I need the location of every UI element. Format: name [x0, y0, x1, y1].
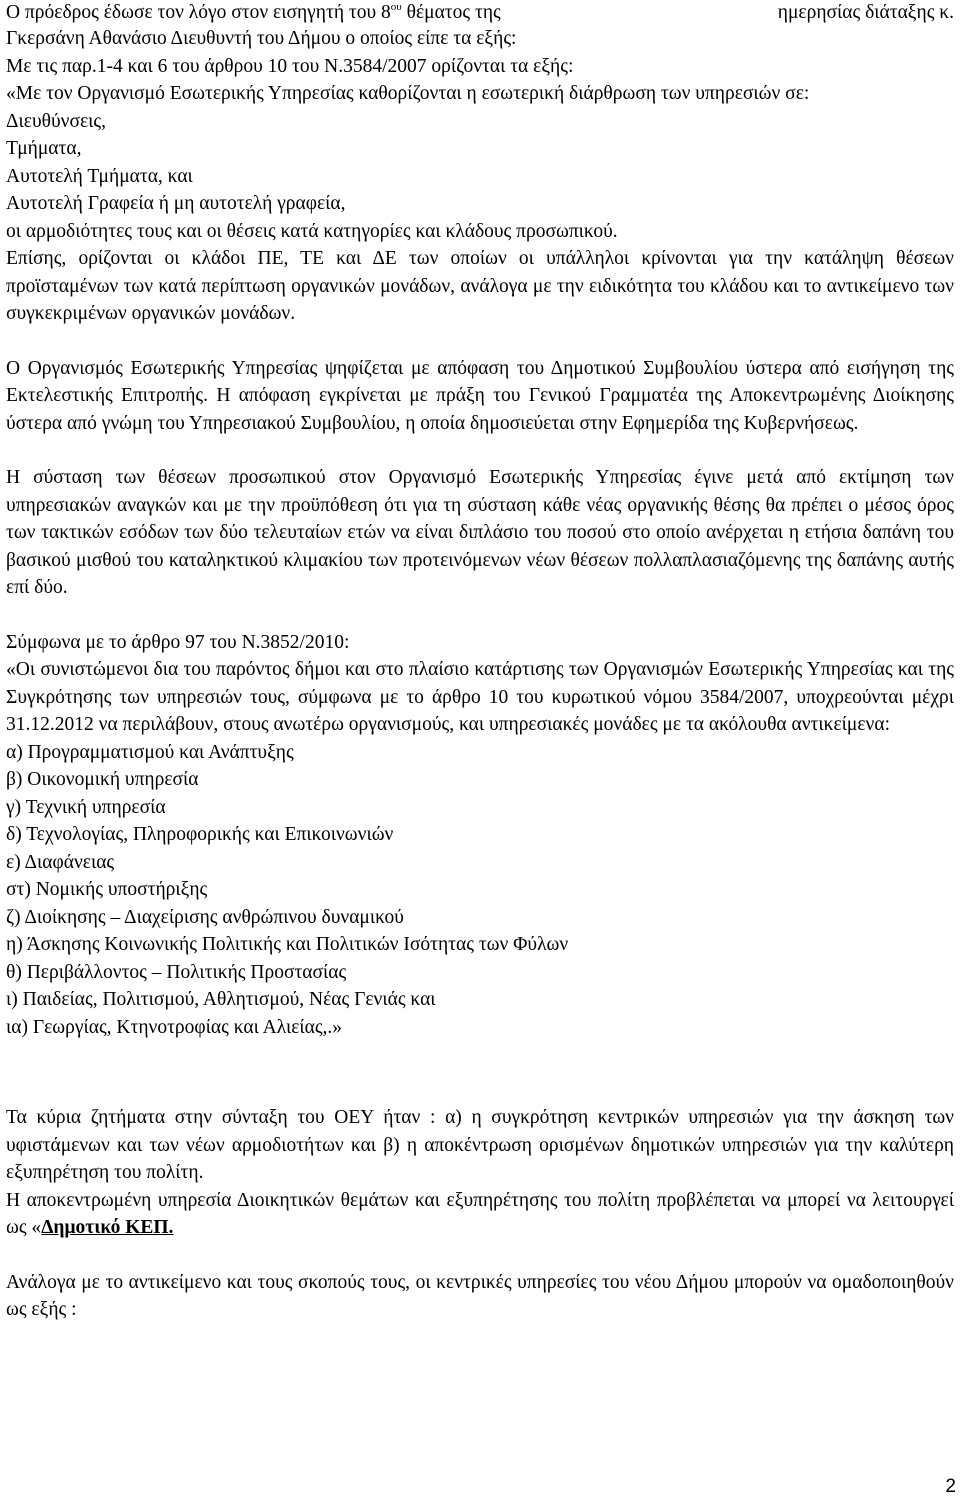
unit-object-item: ια) Γεωργίας, Κτηνοτροφίας και Αλιείας,.» — [6, 1016, 343, 1038]
unit-object-item: γ) Τεχνική υπηρεσία — [6, 796, 166, 818]
unit-object-item: δ) Τεχνολογίας, Πληροφορικής και Επικοινωνιών — [6, 824, 394, 845]
article-97-body: «Οι συνιστώμενοι δια του παρόντος δήμοι και στο πλαίσιο κατάρτισης των Οργανισμών Εσωτερικής Υπηρεσίας και της Συγκρότησης των υπηρεσιών τους, σύμφωνα με το άρθρο 10 του κυρωτικού νόμου 3584/2007, υποχρεούνται μέχρι 31.12.2012 να περιλάβουν, στους ανωτέρω οργανισμούς, και υπηρεσιακές μονάδες με τα ακόλουθα αντικείμενα: — [6, 659, 954, 735]
unit-object-item: ζ) Διοίκησης – Διαχείρισης ανθρώπινου δυναμικού — [6, 906, 404, 928]
main-issues-paragraph: Τα κύρια ζητήματα στην σύνταξη του ΟΕΥ ήταν : α) η συγκρότηση κεντρικών υπηρεσιών για την άσκηση των υφιστάμενων και των νέων αρμοδιοτήτων και β) η αποκέντρωση ορισμένων δημοτικών υπηρεσιών για την καλύτερη εξυπηρέτηση του πολίτη. — [6, 1107, 954, 1183]
unit-item: Διευθύνσεις, — [6, 110, 106, 132]
unit-object-item: ε) Διαφάνειας — [6, 851, 115, 873]
unit-object-item: α) Προγραμματισμού και Ανάπτυξης — [6, 741, 294, 763]
unit-item: Τμήματα, — [6, 138, 82, 159]
unit-object-item: στ) Νομικής υποστήριξης — [6, 879, 208, 900]
branches-paragraph: Επίσης, ορίζονται οι κλάδοι ΠΕ, ΤΕ και ΔΕ των οποίων οι υπάλληλοι κρίνονται για την κατάληψη θέσεων προϊσταμένων των κατά περίπτωση οργανικών μονάδων, ανάλογα με την ειδικότητα του κλάδου και το αντικείμενο των συγκεκριμένων οργανικών μονάδων. — [6, 248, 954, 324]
approval-paragraph: Ο Οργανισμός Εσωτερικής Υπηρεσίας ψηφίζεται με απόφαση του Δημοτικού Συμβουλίου ύστερα από εισήγηση της Εκτελεστικής Επιτροπής. Η απόφαση εγκρίνεται με πράξη του Γενικού Γραμματέα της Αποκεντρωμένης Διοίκησης ύστερα από γνώμη του Υπηρεσιακού Συμβουλίου, η οποία δημοσιεύεται στην Εφημερίδα της Κυβερνήσεως. — [6, 357, 954, 434]
intro-line-2: Γκερσάνη Αθανάσιο Διευθυντή του Δήμου ο οποίος είπε τα εξής: — [6, 28, 517, 49]
document-page — [6, 0, 954, 1324]
unit-item: Αυτοτελή Τμήματα, και — [6, 165, 193, 187]
unit-item: οι αρμοδιότητες τους και οι θέσεις κατά κατηγορίες και κλάδους προσωπικού. — [6, 220, 618, 242]
positions-paragraph: Η σύσταση των θέσεων προσωπικού στον Οργανισμό Εσωτερικής Υπηρεσίας έγινε μετά από εκτίμηση των υπηρεσιακών αναγκών και με την προϋπόθεση ότι για τη σύσταση κάθε νέας οργανικής θέσης θα πρέπει ο μέσος όρος των τακτικών εσόδων των δύο τελευταίων ετών να είναι διπλάσιο του ποσού στο οποίο ανέρχεται η ετήσια δαπάνη του βασικού μισθού του καταληκτικού κλιμακίου των προτεινόμενων νέων θέσεων πολλαπλασιαζόμενης της δαπάνης αυτής επί δύο. — [6, 467, 954, 598]
kep-link: Δημοτικό ΚΕΠ. — [41, 1217, 174, 1238]
unit-object-item: θ) Περιβάλλοντος – Πολιτικής Προστασίας — [6, 961, 347, 983]
intro-line-3: Με τις παρ.1-4 και 6 του άρθρου 10 του Ν.3584/2007 ορίζονται τα εξής: — [6, 55, 574, 77]
article-97-heading: Σύμφωνα με το άρθρο 97 του Ν.3852/2010: — [6, 631, 350, 653]
intro-line-1: Ο πρόεδρος έδωσε τον λόγο στον εισηγητή του $8^{o\upsilon}$ θέματος της ημερησίας διάταξης κ. — [6, 1, 954, 23]
kep-paragraph: Η αποκεντρωμένη υπηρεσία Διοικητικών θεμάτων και εξυπηρέτησης του πολίτη προβλέπεται να μπορεί να λειτουργεί ως «Δημοτικό ΚΕΠ. — [6, 1189, 954, 1238]
unit-object-item: β) Οικονομική υπηρεσία — [6, 769, 199, 790]
page-number: 2 — [945, 1476, 956, 1497]
unit-item: Αυτοτελή Γραφεία ή μη αυτοτελή γραφεία, — [6, 193, 346, 214]
intro-paragraph: «Με τον Οργανισμό Εσωτερικής Υπηρεσίας καθορίζονται η εσωτερική διάρθρωση των υπηρεσιών σε: — [6, 83, 810, 104]
unit-object-item: η) Άσκησης Κοινωνικής Πολιτικής και Πολιτικών Ισότητας των Φύλων — [6, 934, 569, 955]
unit-object-item: ι) Παιδείας, Πολιτισμού, Αθλητισμού, Νέας Γενιάς και — [6, 989, 436, 1010]
grouping-paragraph: Ανάλογα με το αντικείμενο και τους σκοπούς τους, οι κεντρικές υπηρεσίες του νέου Δήμου μπορούν να ομαδοποιηθούν ως εξής : — [6, 1271, 954, 1320]
